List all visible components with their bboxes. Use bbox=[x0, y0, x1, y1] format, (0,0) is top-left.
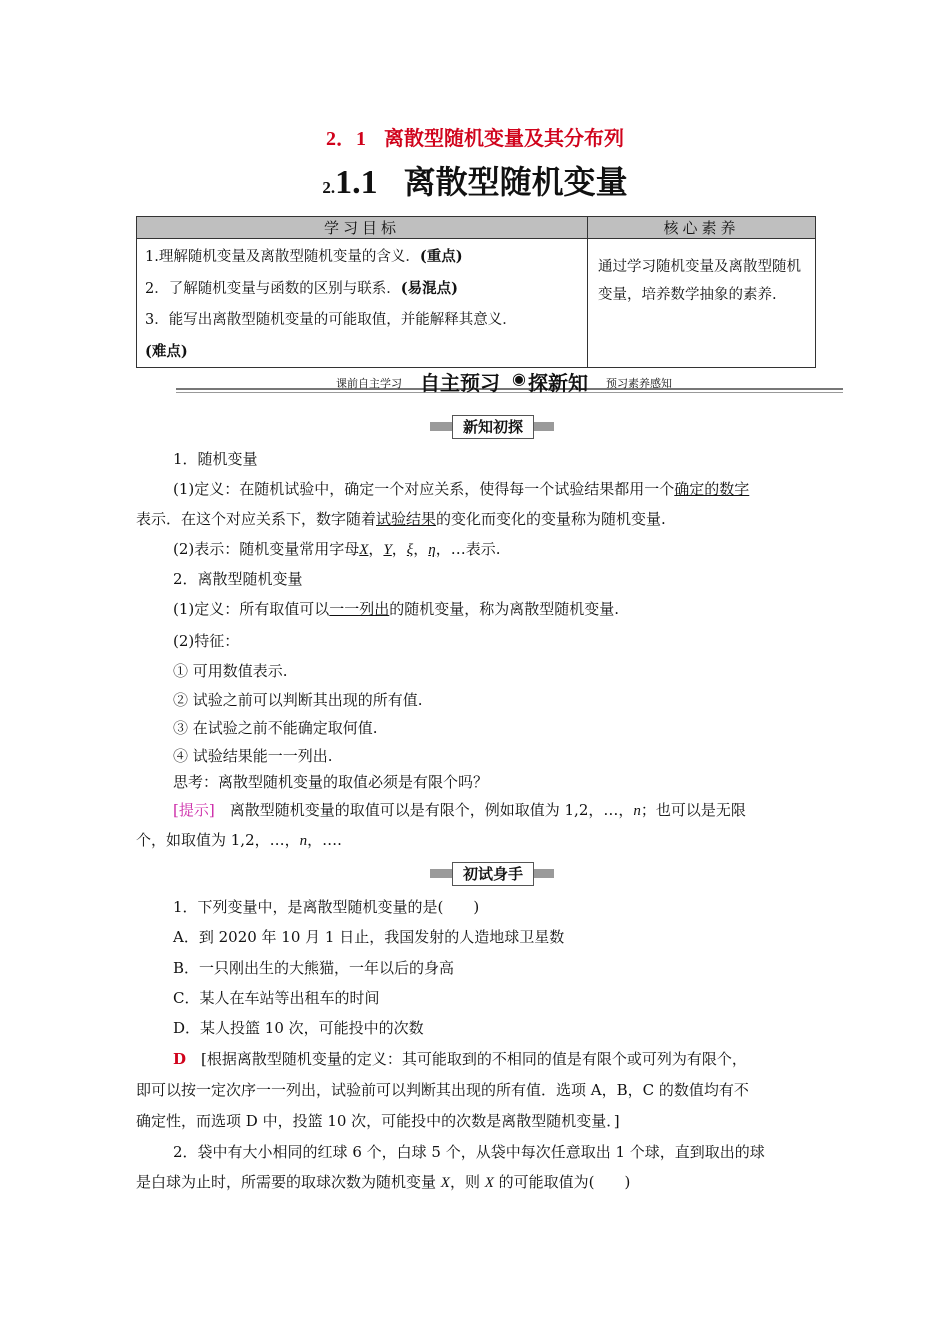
discrete-definition: (1)定义：所有取值可以一一列出的随机变量，称为离散型随机变量. bbox=[173, 600, 620, 618]
answer-explanation-cont: 确定性，而选项 D 中，投篮 10 次，可能投中的次数是离散型随机变量．] bbox=[136, 1112, 620, 1130]
core-cell bbox=[588, 239, 816, 368]
section-label-new-knowledge: 新知初探 bbox=[430, 415, 554, 439]
lesson-number: 1.1 bbox=[335, 164, 378, 201]
feature-item: ④ 试验结果能一一列出. bbox=[173, 747, 333, 765]
goals-table bbox=[136, 216, 816, 368]
goals-header: 学习目标 bbox=[137, 217, 588, 239]
question-2: 2．袋中有大小相同的红球 6 个，白球 5 个，从袋中每次任意取出 1 个球，直到取出的球 bbox=[173, 1143, 765, 1161]
goals-cell bbox=[137, 239, 588, 368]
hint-paragraph-cont: 个，如取值为 1,2，…，n，…. bbox=[136, 831, 342, 849]
question-2-cont: 是白球为止时，所需要的取球次数为随机变量 X，则 X 的可能取值为( ) bbox=[136, 1173, 631, 1191]
feature-item: ① 可用数值表示. bbox=[173, 662, 288, 680]
features-heading: (2)特征： bbox=[173, 632, 240, 650]
answer-explanation-cont: 即可以按一定次序一一列出，试验前可以判断其出现的所有值．选项 A，B，C 的数值均有不 bbox=[136, 1081, 749, 1099]
heading-discrete-variable: 2．离散型随机变量 bbox=[173, 570, 303, 588]
hint-paragraph: [提示] 离散型随机变量的取值可以是有限个，例如取值为 1,2，…，n；也可以是无限 bbox=[173, 801, 746, 819]
option-c: C．某人在车站等出租车的时间 bbox=[173, 989, 380, 1007]
option-b: B．一只刚出生的大熊猫，一年以后的身高 bbox=[173, 959, 455, 977]
banner-right: 预习素养感知 bbox=[606, 377, 672, 390]
think-question: 思考：离散型随机变量的取值必须是有限个吗？ bbox=[173, 773, 489, 791]
lesson-prefix: 2. bbox=[322, 178, 336, 197]
goal-item: 2．了解随机变量与函数的区别与联系．(易混点) bbox=[145, 280, 458, 297]
answer-explanation: D [根据离散型随机变量的定义：其可能取到的不相同的值是有限个或可列为有限个， bbox=[173, 1050, 747, 1068]
representation-paragraph: (2)表示：随机变量常用字母X，Y，ξ，η，…表示. bbox=[173, 540, 501, 558]
banner-arrow-icon: ◉ bbox=[512, 369, 526, 388]
lesson-title-text: 离散型随机变量 bbox=[403, 163, 628, 201]
goal-item-tag: (难点) bbox=[145, 343, 188, 360]
banner-big1: 自主预习 bbox=[420, 371, 500, 395]
section-title bbox=[0, 122, 950, 151]
feature-item: ③ 在试验之前不能确定取何值. bbox=[173, 719, 378, 737]
option-a: A．到 2020 年 10 月 1 日止，我国发射的人造地球卫星数 bbox=[173, 928, 565, 946]
option-d: D．某人投篮 10 次，可能投中的次数 bbox=[173, 1019, 424, 1037]
goal-item: 3．能写出离散型随机变量的可能取值，并能解释其意义． bbox=[145, 312, 517, 328]
heading-random-variable: 1．随机变量 bbox=[173, 450, 258, 468]
feature-item: ② 试验之前可以判断其出现的所有值. bbox=[173, 691, 423, 709]
core-text: 通过学习随机变量及离散型随机变量，培养数学抽象的素养. bbox=[598, 259, 801, 303]
section-banner bbox=[176, 367, 843, 395]
section-label-first-try: 初试身手 bbox=[430, 862, 554, 886]
core-header: 核心素养 bbox=[588, 217, 816, 239]
definition-paragraph-cont: 表示．在这个对应关系下，数字随着试验结果的变化而变化的变量称为随机变量. bbox=[136, 510, 666, 528]
section-number: 2．1 bbox=[326, 128, 366, 150]
banner-big2: 探新知 bbox=[528, 371, 588, 395]
lesson-title bbox=[0, 157, 950, 203]
goal-item: 1.理解随机变量及离散型随机变量的含义．(重点) bbox=[145, 248, 463, 265]
section-title-text: 离散型随机变量及其分布列 bbox=[384, 126, 624, 150]
question-1: 1．下列变量中，是离散型随机变量的是( ) bbox=[173, 898, 480, 916]
definition-paragraph: (1)定义：在随机试验中，确定一个对应关系，使得每一个试验结果都用一个确定的数字 bbox=[173, 480, 750, 498]
banner-left: 课前自主学习 bbox=[336, 377, 402, 390]
